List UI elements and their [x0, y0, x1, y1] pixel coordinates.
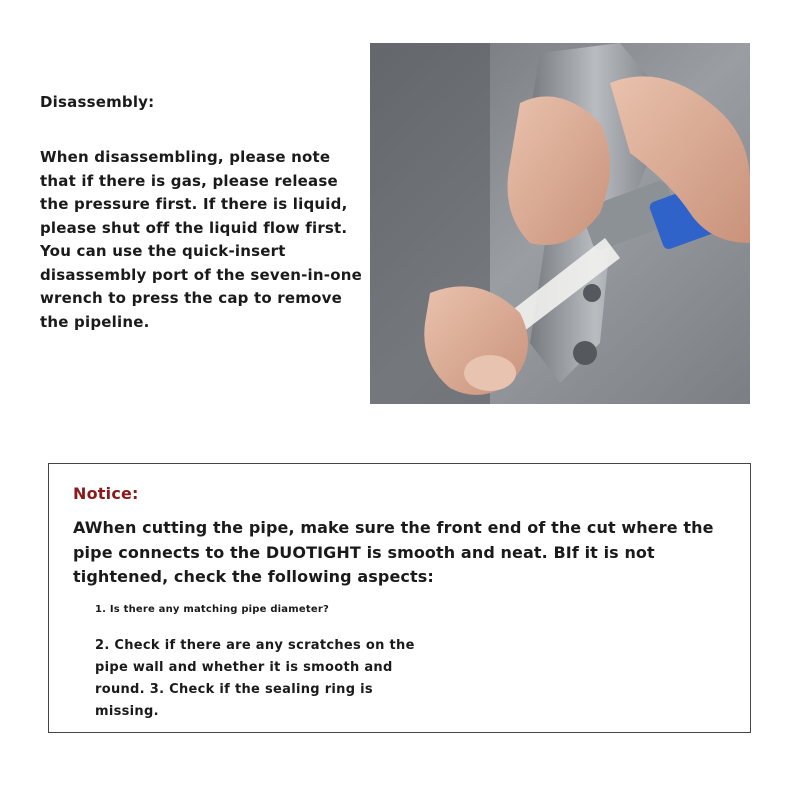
notice-text: AWhen cutting the pipe, make sure the front end of the cut where the pipe connects to the DUOTIGHT is smooth and neat. BIf it is not tightened, check the following aspects:	[73, 518, 714, 586]
disassembly-text: When disassembling, please note that if there is gas, please release the pressure first. If there is liquid, please shut off the liquid flow first. You can use the quick-insert disassembly port of the seven-in-one wrench to press the cap to remove the pipeline.	[40, 148, 362, 331]
check-item-1: 1. Is there any matching pipe diameter?	[95, 604, 329, 615]
notice-title: Notice:	[73, 484, 139, 503]
notice-box	[48, 463, 751, 733]
check-item-2: 2. Check if there are any scratches on the pipe wall and whether it is smooth and round. 3. Check if the sealing ring is missing.	[95, 638, 415, 719]
disassembly-title: Disassembly:	[40, 93, 155, 111]
hands-wrench-pipe-photo	[370, 43, 750, 404]
